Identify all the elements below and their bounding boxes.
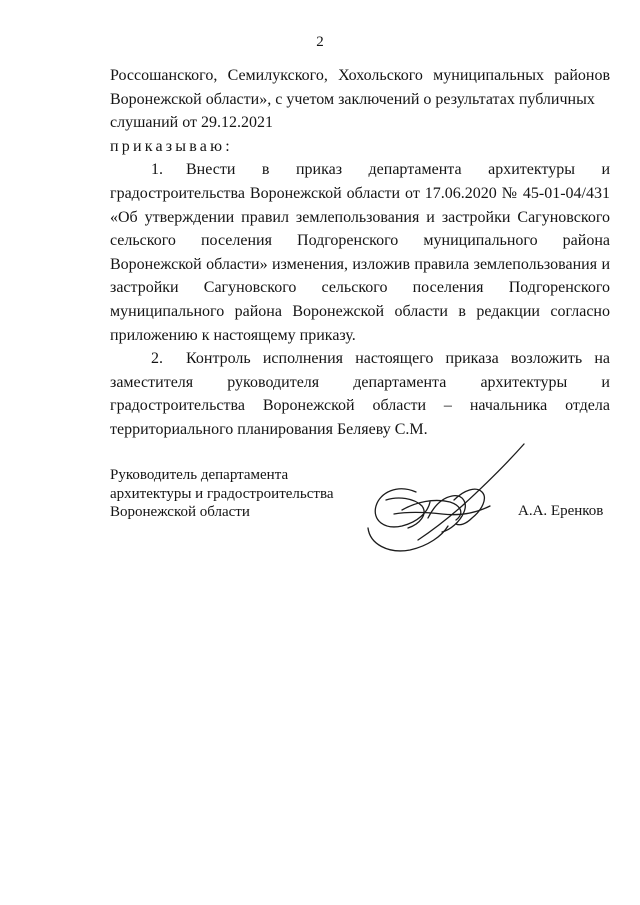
order-item-2 xyxy=(110,347,610,441)
order-item-1-number: 1. xyxy=(151,161,163,179)
intro-line-3: слушаний от 29.12.2021 xyxy=(110,114,273,132)
order-item-1-text: Внести в приказ департамента архитектуры и градостроительства Воронежской области от 17.06.2020 № 45-01-04/431 «Об утверждении правил землепользования и застройки Сагуновского сельского поселения Подгоренского муниципального района Воронежской области» изменения, изложив правила землепользования и застройки Сагуновского сельского поселения Подгоренского муниципального района Воронежской области в редакции согласно приложению к настоящему приказу. xyxy=(110,161,610,344)
signer-name: А.А. Еренков xyxy=(518,503,604,519)
intro-line-2: Воронежской области», с учетом заключений о результатах публичных xyxy=(110,90,595,108)
order-item-2-text: Контроль исполнения настоящего приказа возложить на заместителя руководителя департамента архитектуры и градостроительства Воронежской области – начальника отдела территориального планирования Беляеву С.М. xyxy=(110,350,610,438)
order-word: приказываю: xyxy=(110,137,233,155)
handwritten-signature xyxy=(358,440,538,570)
signer-position-line-1: Руководитель департамента xyxy=(110,467,289,483)
intro-line-1: Россошанского, Семилукского, Хохольского муниципальных районов xyxy=(110,67,610,84)
order-item-2-number: 2. xyxy=(151,350,163,368)
signer-position xyxy=(110,466,370,522)
signer-position-line-2: архитектуры и градостроительства xyxy=(110,485,334,502)
page-number: 2 xyxy=(316,34,324,50)
document-body xyxy=(110,64,610,442)
signer-position-line-3: Воронежской области xyxy=(110,504,250,520)
intro-paragraph xyxy=(110,64,610,135)
order-item-1 xyxy=(110,158,610,347)
